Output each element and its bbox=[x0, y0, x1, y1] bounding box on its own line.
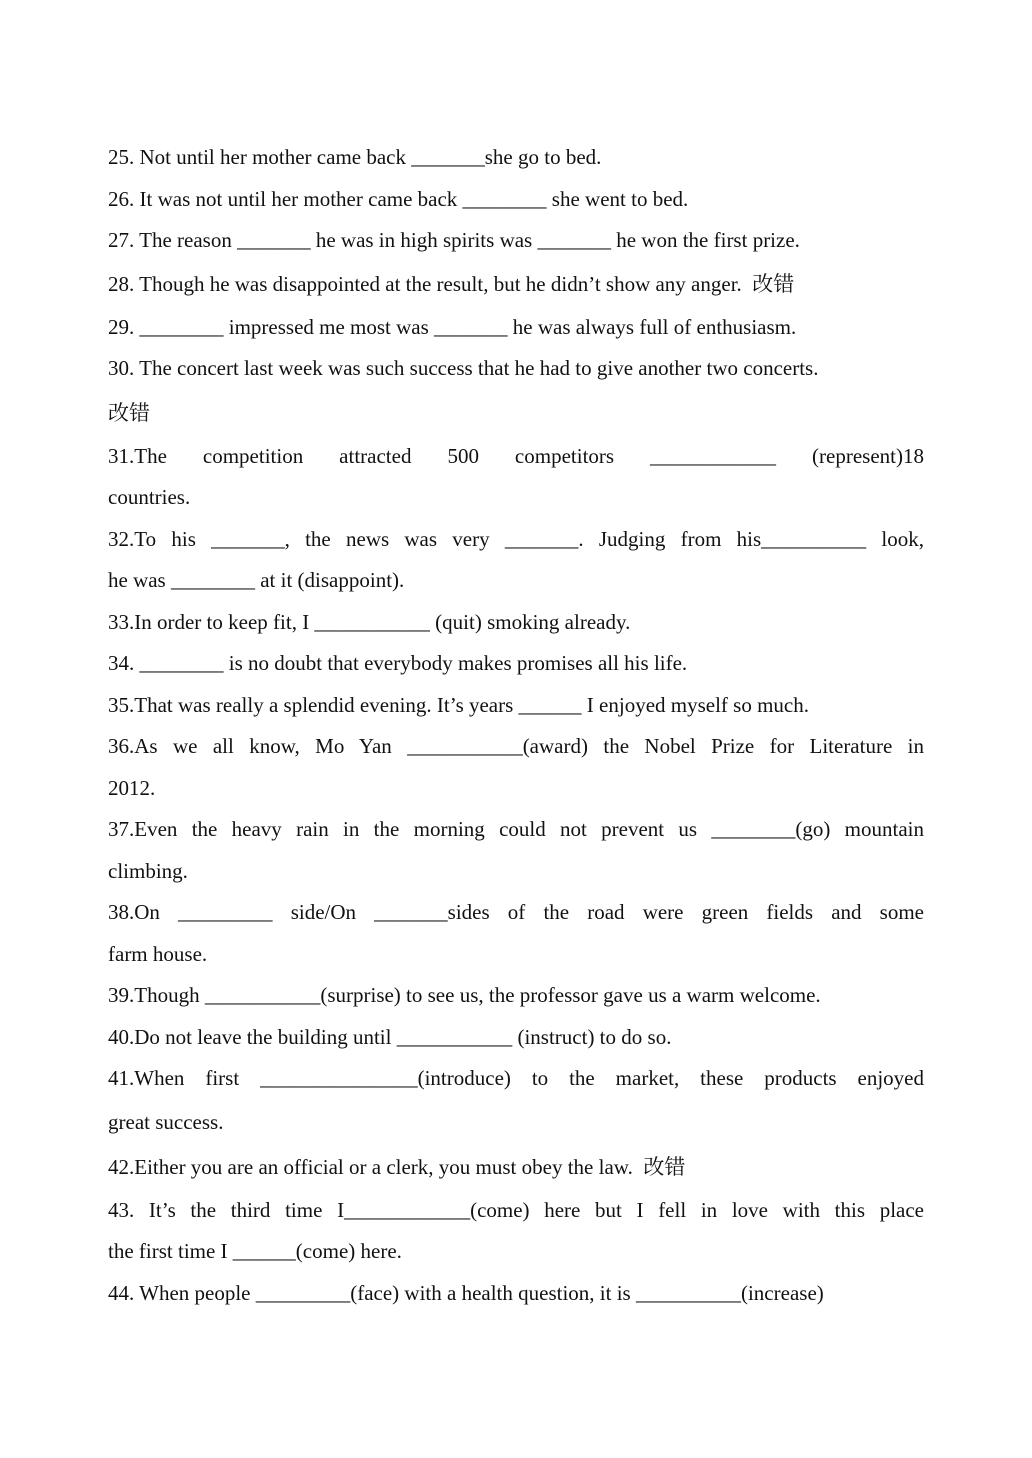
question-35: 35.That was really a splendid evening. It’s years ______ I enjoyed myself so much. bbox=[108, 692, 809, 717]
question-25: 25. Not until her mother came back _______she go to bed. bbox=[108, 145, 602, 169]
question-42: 42.Either you are an official or a clerk, you must obey the law. 改错 bbox=[108, 1154, 686, 1179]
question-40: 40.Do not leave the building until ___________ (instruct) to do so. bbox=[108, 1024, 672, 1049]
question-27: 27. The reason _______ he was in high spirits was _______ he won the first prize. bbox=[108, 228, 800, 252]
question-38-continued: farm house. bbox=[108, 941, 208, 966]
question-28: 28. Though he was disappointed at the result, but he didn’t show any anger. 改错 bbox=[108, 271, 795, 296]
worksheet-text bbox=[108, 137, 924, 1314]
question-43: 43. It’s the third time I____________(come) here but I fell in love with this place bbox=[108, 1197, 924, 1222]
question-39: 39.Though ___________(surprise) to see us, the professor gave us a warm welcome. bbox=[108, 983, 821, 1007]
question-30-continued: 改错 bbox=[108, 400, 150, 425]
question-43-continued: the first time I ______(come) here. bbox=[108, 1239, 402, 1263]
question-31: 31.The competition attracted 500 competitors ____________ (represent)18 bbox=[108, 443, 924, 468]
question-31-continued: countries. bbox=[108, 485, 191, 509]
question-37: 37.Even the heavy rain in the morning could not prevent us ________(go) mountain bbox=[108, 817, 924, 841]
question-36: 36.As we all know, Mo Yan ___________(award) the Nobel Prize for Literature in bbox=[108, 734, 924, 758]
question-41: 41.When first _______________(introduce) to the market, these products enjoyed bbox=[108, 1066, 924, 1090]
question-29: 29. ________ impressed me most was _______ he was always full of enthusiasm. bbox=[108, 314, 797, 339]
question-38: 38.On _________ side/On _______sides of the road were green fields and some bbox=[108, 900, 924, 924]
question-44: 44. When people _________(face) with a health question, it is __________(increase) bbox=[108, 1280, 824, 1305]
question-37-continued: climbing. bbox=[108, 858, 188, 883]
question-34: 34. ________ is no doubt that everybody makes promises all his life. bbox=[108, 651, 688, 675]
question-32-continued: he was ________ at it (disappoint). bbox=[108, 568, 405, 592]
question-33: 33.In order to keep fit, I ___________ (quit) smoking already. bbox=[108, 609, 631, 634]
question-36-continued: 2012. bbox=[108, 775, 156, 800]
question-41-continued: great success. bbox=[108, 1109, 224, 1134]
question-26: 26. It was not until her mother came back ________ she went to bed. bbox=[108, 186, 689, 211]
question-30: 30. The concert last week was such success that he had to give another two concerts. bbox=[108, 356, 819, 380]
question-32: 32.To his _______, the news was very _______. Judging from his__________ look, bbox=[108, 526, 924, 551]
